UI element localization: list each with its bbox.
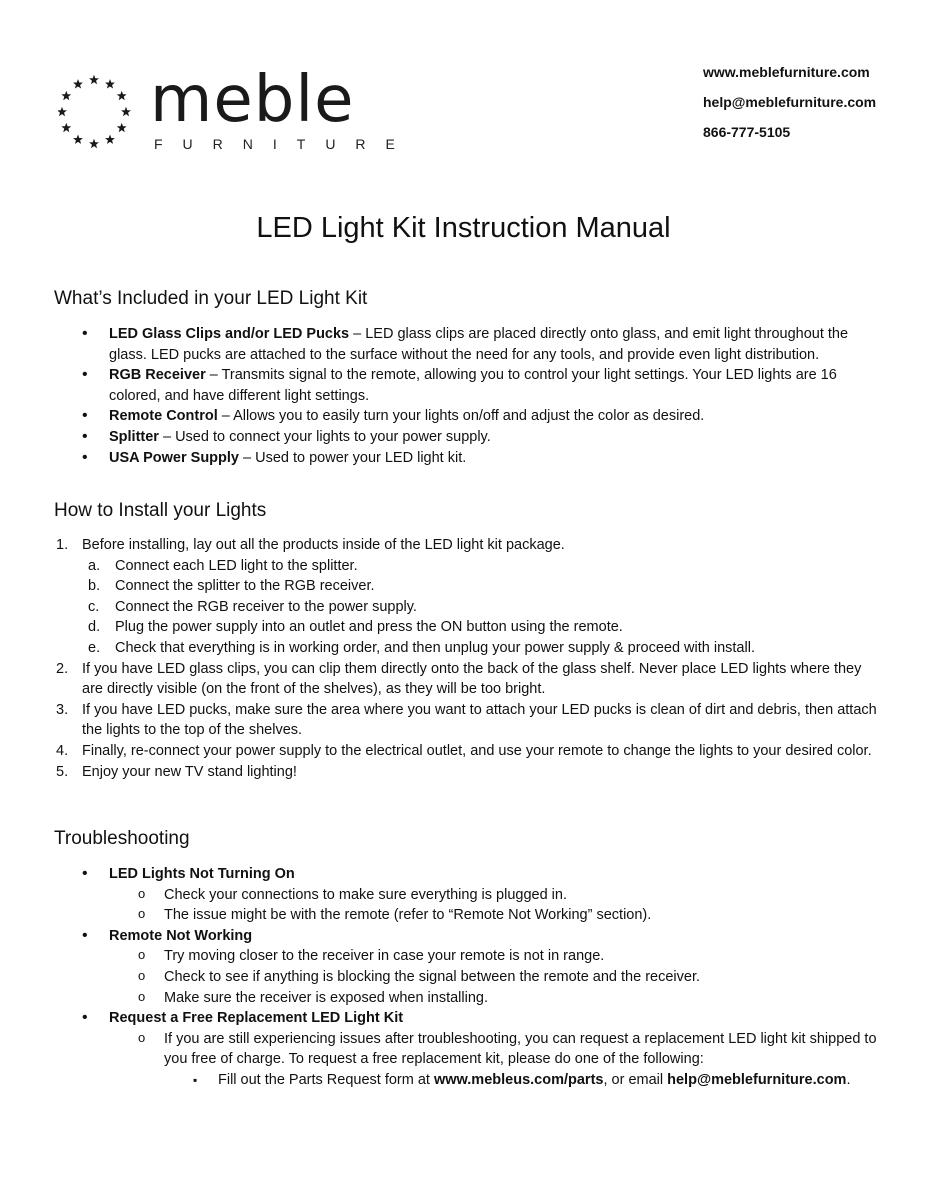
- step-text: Before installing, lay out all the products inside of the LED light kit package.: [82, 537, 565, 553]
- final-post: .: [846, 1071, 851, 1088]
- step-number: 5.: [56, 763, 69, 780]
- email-link[interactable]: help@meblefurniture.com: [703, 94, 877, 110]
- list-item: [80, 427, 880, 448]
- item-label: Splitter: [109, 428, 159, 445]
- meble-logo: [58, 63, 418, 164]
- substep-letter: b.: [88, 578, 101, 595]
- star-icon: [121, 107, 131, 116]
- list-item: [54, 535, 884, 659]
- troubleshooting-list: [80, 864, 880, 1091]
- troubleshooting-heading: Troubleshooting: [54, 828, 190, 849]
- step-text: Enjoy your new TV stand lighting!: [82, 763, 297, 780]
- substep-letter: a.: [88, 557, 101, 574]
- install-steps: [54, 535, 884, 782]
- sub-list: [109, 885, 880, 926]
- star-icon: [117, 91, 127, 100]
- list-item: [80, 926, 880, 1008]
- substep-text: Connect the RGB receiver to the power supply.: [115, 598, 417, 615]
- star-icon: [73, 79, 83, 88]
- list-item: [82, 638, 884, 659]
- included-heading: What’s Included in your LED Light Kit: [54, 288, 368, 309]
- star-icon: [105, 79, 115, 88]
- sub-list: [109, 946, 880, 1008]
- phone-number: 866-777-5105: [703, 124, 791, 140]
- group-title: Request a Free Replacement LED Light Kit: [109, 1010, 404, 1027]
- star-icon: [117, 123, 127, 132]
- sub-item-text: If you are still experiencing issues after troubleshooting, you can request a replacement LED light kit shipped to you free of charge. To request a free replacement kit, please do one of the following:: [164, 1030, 877, 1068]
- substep-text: Plug the power supply into an outlet and press the ON button using the remote.: [115, 619, 623, 636]
- step-text: Finally, re-connect your power supply to the electrical outlet, and use your remote to change the lights to your desired color.: [82, 742, 872, 759]
- star-icon: [61, 91, 71, 100]
- list-item: [82, 597, 884, 618]
- substep-text: Connect the splitter to the RGB receiver.: [115, 578, 375, 595]
- item-text: – Allows you to easily turn your lights on/off and adjust the color as desired.: [217, 408, 705, 425]
- item-text: – LED glass clips are placed directly onto glass, and emit light throughout the glass. LED pucks are attached to the surface without the need for any tools, and provide even light distribution.: [109, 326, 849, 363]
- sub-list: [109, 1029, 880, 1091]
- install-heading: How to Install your Lights: [54, 500, 267, 521]
- list-item: [80, 448, 880, 469]
- list-item: [109, 946, 880, 967]
- item-text: – Transmits signal to the remote, allowing you to control your light settings. Your LED lights are 16 colored, and have different light settings.: [109, 367, 837, 404]
- star-icon: [89, 139, 99, 148]
- item-label: LED Glass Clips and/or LED Pucks: [109, 326, 350, 342]
- substep-text: Check that everything is in working order, and then unplug your power supply & proceed with install.: [115, 639, 755, 656]
- star-icon: [58, 107, 67, 116]
- step-text: If you have LED glass clips, you can clip them directly onto the back of the glass shelf. Never place LED lights where they are directly visible (on the front of the shelves), as they will be too bright.: [82, 660, 862, 698]
- list-item: [80, 406, 880, 427]
- list-item: [80, 324, 880, 365]
- list-item: [54, 741, 884, 762]
- logo-subtext: FURNITURE: [154, 136, 415, 152]
- substep-text: Connect each LED light to the splitter.: [115, 557, 358, 574]
- install-substeps: [82, 556, 884, 659]
- sub-item-text: Try moving closer to the receiver in case your remote is not in range.: [164, 948, 605, 965]
- list-item: [54, 659, 884, 700]
- substep-letter: d.: [88, 619, 101, 636]
- logo-wordmark: meble: [150, 63, 355, 137]
- group-title: LED Lights Not Turning On: [109, 866, 295, 882]
- list-item: [164, 1070, 880, 1091]
- list-item: [82, 556, 884, 577]
- list-item: [54, 700, 884, 741]
- list-item: [109, 988, 880, 1009]
- item-label: Remote Control: [109, 408, 218, 425]
- star-icon: [89, 75, 99, 84]
- substep-letter: e.: [88, 639, 101, 656]
- step-number: 1.: [56, 537, 69, 553]
- website-link[interactable]: www.meblefurniture.com: [703, 64, 870, 80]
- list-item: [109, 967, 880, 988]
- list-item: [82, 617, 884, 638]
- sub-item-text: Make sure the receiver is exposed when installing.: [164, 989, 488, 1006]
- star-icon: [61, 123, 71, 132]
- sub-item-text: Check to see if anything is blocking the signal between the remote and the receiver.: [164, 968, 701, 985]
- item-text: – Used to connect your lights to your power supply.: [158, 428, 491, 445]
- final-mid: , or email: [603, 1071, 668, 1088]
- step-number: 3.: [56, 701, 69, 718]
- step-number: 2.: [56, 660, 69, 677]
- sub-sub-list: [164, 1070, 880, 1091]
- item-label: RGB Receiver: [109, 367, 206, 384]
- star-ring-icon: [58, 74, 148, 164]
- list-item: [109, 885, 880, 906]
- included-list: [80, 324, 880, 468]
- list-item: [54, 762, 884, 783]
- sub-item-text: Check your connections to make sure everything is plugged in.: [164, 886, 567, 903]
- list-item: [80, 365, 880, 406]
- star-icon: [73, 135, 83, 144]
- list-item: [109, 1029, 880, 1091]
- item-label: USA Power Supply: [109, 449, 239, 466]
- step-number: 4.: [56, 742, 69, 759]
- contact-info: [703, 62, 876, 152]
- substep-letter: c.: [88, 598, 100, 615]
- sub-item-text: The issue might be with the remote (refer to “Remote Not Working” section).: [164, 907, 652, 924]
- support-email-link[interactable]: help@meblefurniture.com: [667, 1071, 847, 1088]
- list-item: [80, 1008, 880, 1090]
- list-item: [82, 576, 884, 597]
- final-pre: Fill out the Parts Request form at: [218, 1071, 434, 1088]
- star-icon: [105, 135, 115, 144]
- item-text: – Used to power your LED light kit.: [238, 449, 467, 466]
- page-title: LED Light Kit Instruction Manual: [256, 212, 671, 244]
- group-title: Remote Not Working: [109, 927, 253, 944]
- parts-link[interactable]: www.mebleus.com/parts: [433, 1071, 604, 1088]
- list-item: [80, 864, 880, 926]
- list-item: [109, 905, 880, 926]
- step-text: If you have LED pucks, make sure the area where you want to attach your LED pucks is clean of dirt and debris, then attach the lights to the top of the shelves.: [82, 701, 877, 739]
